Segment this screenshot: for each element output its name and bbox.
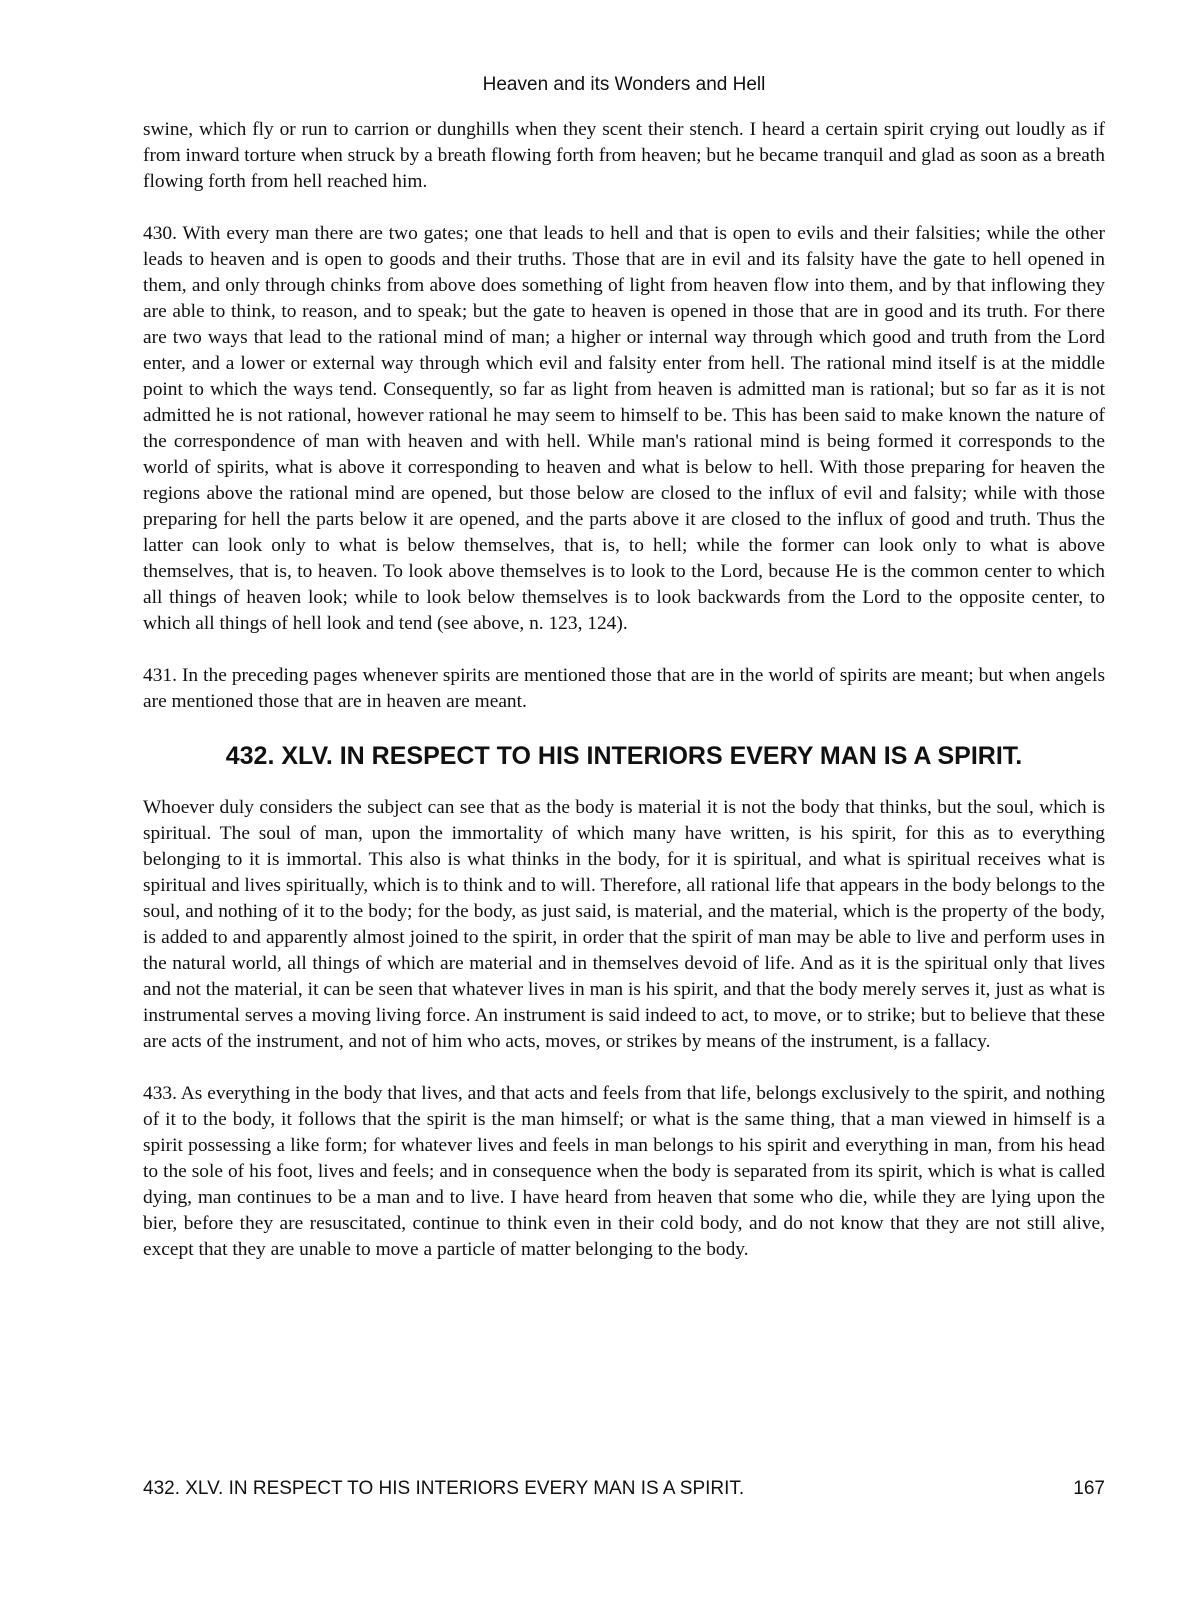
paragraph-433: 433. As everything in the body that lives, and that acts and feels from that life, belongs exclusively to the spirit, and nothing of it to the body, it follows that the spirit is the man himself; or what is the same thing, that a man viewed in himself is a spirit possessing a like form; for whatever lives and feels in man belongs to his spirit and everything in man, from his head to the sole of his foot, lives and feels; and in consequence when the body is separated from its spirit, which is what is called dying, man continues to be a man and to live. I have heard from heaven that some who die, while they are lying upon the bier, before they are resuscitated, continue to think even in their cold body, and do not know that they are not still alive, except that they are unable to move a particle of matter belonging to the body. — [143, 1083, 1105, 1260]
footer-section-title: 432. XLV. IN RESPECT TO HIS INTERIORS EVERY MAN IS A SPIRIT. — [143, 1478, 745, 1499]
paragraph-431: 431. In the preceding pages whenever spirits are mentioned those that are in the world of spirits are meant; but when angels are mentioned those that are in heaven are meant. — [143, 665, 1105, 712]
paragraph-432-intro: Whoever duly considers the subject can see that as the body is material it is not the body that thinks, but the soul, which is spiritual. The soul of man, upon the immortality of which many have written, is his spirit, for this as to everything belonging to it is immortal. This also is what thinks in the body, for it is spiritual, and what is spiritual receives what is spiritual and lives spiritually, which is to think and to will. Therefore, all rational life that appears in the body belongs to the soul, and nothing of it to the body; for the body, as just said, is material, and the material, which is the property of the body, is added to and apparently almost joined to the spirit, in order that the spirit of man may be able to live and perform uses in the natural world, all things of which are material and in themselves devoid of life. And as it is the spiritual only that lives and not the material, it can be seen that whatever lives in man is his spirit, and that the body merely serves it, just as what is instrumental serves a moving living force. An instrument is said indeed to act, to move, or to strike; but to believe that these are acts of the instrument, and not of him who acts, moves, or strikes by means of the instrument, is a fallacy. — [143, 797, 1105, 1052]
page-footer — [143, 1478, 1105, 1500]
page-number: 167 — [1073, 1478, 1105, 1499]
paragraph-continuation: swine, which fly or run to carrion or dunghills when they scent their stench. I heard a certain spirit crying out loudly as if from inward torture when struck by a breath flowing forth from heaven; but he became tranquil and glad as soon as a breath flowing forth from hell reached him. — [143, 119, 1105, 192]
paragraph-430: 430. With every man there are two gates; one that leads to hell and that is open to evils and their falsities; while the other leads to heaven and is open to goods and their truths. Those that are in evil and its falsity have the gate to hell opened in them, and only through chinks from above does something of light from heaven flow into them, and by that inflowing they are able to think, to reason, and to speak; but the gate to heaven is opened in those that are in good and its truth. For there are two ways that lead to the rational mind of man; a higher or internal way through which good and truth from the Lord enter, and a lower or external way through which evil and falsity enter from hell. The rational mind itself is at the middle point to which the ways tend. Consequently, so far as light from heaven is admitted man is rational; but so far as it is not admitted he is not rational, however rational he may seem to himself to be. This has been said to make known the nature of the correspondence of man with heaven and with hell. While man's rational mind is being formed it corresponds to the world of spirits, what is above it corresponding to heaven and what is below to hell. With those preparing for heaven the regions above the rational mind are opened, but those below are closed to the influx of evil and falsity; while with those preparing for hell the parts below it are opened, and the parts above it are closed to the influx of good and truth. Thus the latter can look only to what is below themselves, that is, to hell; while the former can look only to what is above themselves, that is, to heaven. To look above themselves is to look to the Lord, because He is the common center to which all things of heaven look; while to look below themselves is to look backwards from the Lord to the opposite center, to which all things of hell look and tend (see above, n. 123, 124). — [143, 223, 1105, 634]
page-body — [143, 117, 1105, 1289]
section-heading: 432. XLV. IN RESPECT TO HIS INTERIORS EVERY MAN IS A SPIRIT. — [225, 742, 1023, 770]
running-header: Heaven and its Wonders and Hell — [482, 74, 766, 95]
